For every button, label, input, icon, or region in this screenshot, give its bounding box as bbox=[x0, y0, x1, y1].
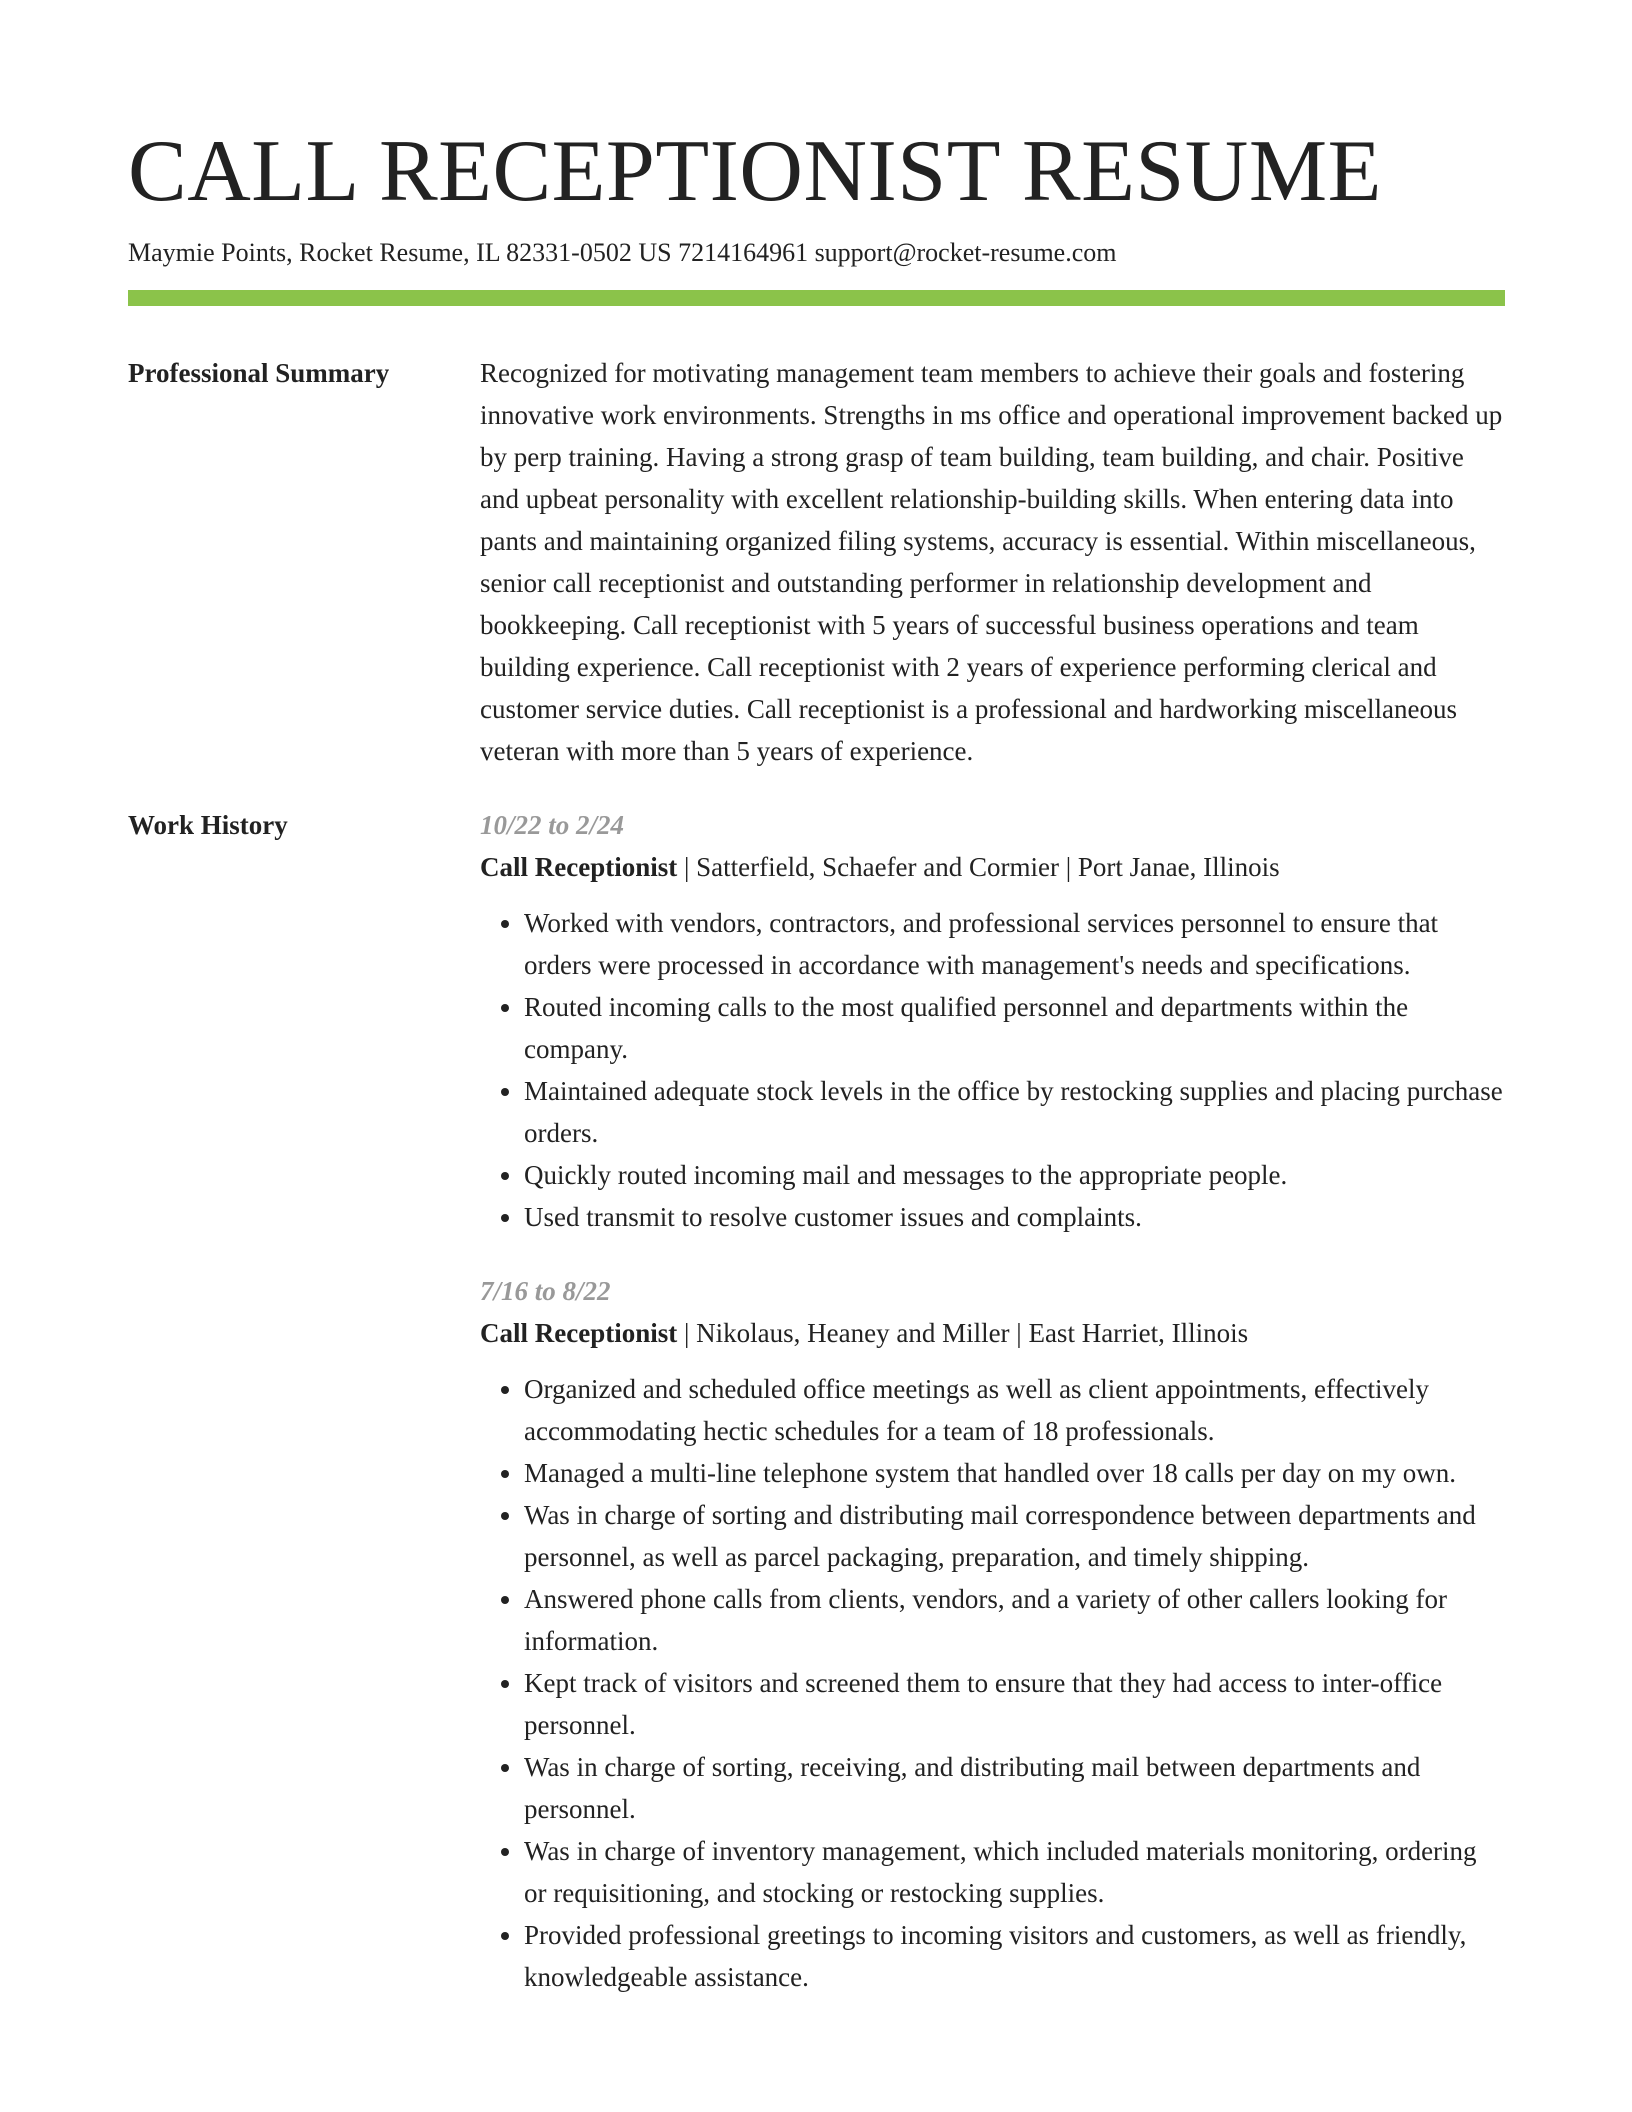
job-bullet: • Provided professional greetings to incoming visitors and customers, as well as friendly, knowledgeable assistance. bbox=[524, 1914, 1505, 1998]
contact-email: support@rocket-resume.com bbox=[814, 238, 1117, 267]
contact-name: Maymie Points, bbox=[128, 238, 293, 267]
job-bullet: • Was in charge of inventory management, which included materials monitoring, ordering or requisitioning, and stocking or restocking supplies. bbox=[524, 1830, 1505, 1914]
job-entry bbox=[480, 804, 1505, 1238]
job-bullet: • Routed incoming calls to the most qualified personnel and departments within the company. bbox=[524, 986, 1505, 1070]
job-heading bbox=[480, 846, 1505, 888]
job-bullet: • Organized and scheduled office meetings as well as client appointments, effectively accommodating hectic schedules for a team of 18 professionals. bbox=[524, 1368, 1505, 1452]
job-dates: 10/22 to 2/24 bbox=[480, 810, 625, 840]
job-title: Call Receptionist bbox=[480, 852, 678, 882]
contact-line bbox=[128, 236, 1505, 270]
job-bullet: • Kept track of visitors and screened them to ensure that they had access to inter-office personnel. bbox=[524, 1662, 1505, 1746]
job-entry bbox=[480, 1270, 1505, 1998]
job-bullet: • Quickly routed incoming mail and messages to the appropriate people. bbox=[524, 1154, 1505, 1196]
job-bullet: • Worked with vendors, contractors, and professional services personnel to ensure that orders were processed in accordance with management's needs and specifications. bbox=[524, 902, 1505, 986]
job-bullet: • Answered phone calls from clients, vendors, and a variety of other callers looking for information. bbox=[524, 1578, 1505, 1662]
work-history-body bbox=[480, 804, 1505, 1998]
resume-title: CALL RECEPTIONIST RESUME bbox=[128, 123, 1382, 220]
contact-address: Rocket Resume, IL 82331-0502 US bbox=[299, 238, 672, 267]
professional-summary-section bbox=[128, 352, 1505, 772]
job-details: | Satterfield, Schaefer and Cormier | Port Janae, Illinois bbox=[677, 852, 1280, 882]
job-details: | Nikolaus, Heaney and Miller | East Harriet, Illinois bbox=[677, 1318, 1249, 1348]
summary-body bbox=[480, 352, 1505, 772]
job-bullet: • Used transmit to resolve customer issues and complaints. bbox=[524, 1196, 1505, 1238]
job-bullet: • Maintained adequate stock levels in the office by restocking supplies and placing purchase orders. bbox=[524, 1070, 1505, 1154]
resume-page bbox=[128, 0, 1505, 1998]
job-heading bbox=[480, 1312, 1505, 1354]
accent-divider bbox=[128, 290, 1505, 306]
section-label-summary: Professional Summary bbox=[128, 358, 390, 388]
job-bullet: • Was in charge of sorting, receiving, and distributing mail between departments and personnel. bbox=[524, 1746, 1505, 1830]
job-dates: 7/16 to 8/22 bbox=[480, 1276, 611, 1306]
section-label-work: Work History bbox=[128, 810, 288, 840]
job-bullet-list bbox=[480, 1368, 1505, 1998]
job-bullet-list bbox=[480, 902, 1505, 1238]
job-title: Call Receptionist bbox=[480, 1318, 678, 1348]
contact-phone: 7214164961 bbox=[678, 238, 809, 267]
summary-text: Recognized for motivating management team members to achieve their goals and fostering innovative work environments. Strengths in ms office and operational improvement backed up by perp training. Having a strong grasp of team building, team building, and chair. Positive and upbeat personality with excellent relationship-building skills. When entering data into pants and maintaining organized filing systems, accuracy is essential. Within miscellaneous, senior call receptionist and outstanding performer in relationship development and bookkeeping. Call receptionist with 5 years of successful business operations and team building experience. Call receptionist with 2 years of experience performing clerical and customer service duties. Call receptionist is a professional and hardworking miscellaneous veteran with more than 5 years of experience. bbox=[480, 358, 1503, 766]
job-bullet: • Managed a multi-line telephone system that handled over 18 calls per day on my own. bbox=[524, 1452, 1505, 1494]
job-bullet: • Was in charge of sorting and distributing mail correspondence between departments and personnel, as well as parcel packaging, preparation, and timely shipping. bbox=[524, 1494, 1505, 1578]
work-history-section bbox=[128, 804, 1505, 1998]
